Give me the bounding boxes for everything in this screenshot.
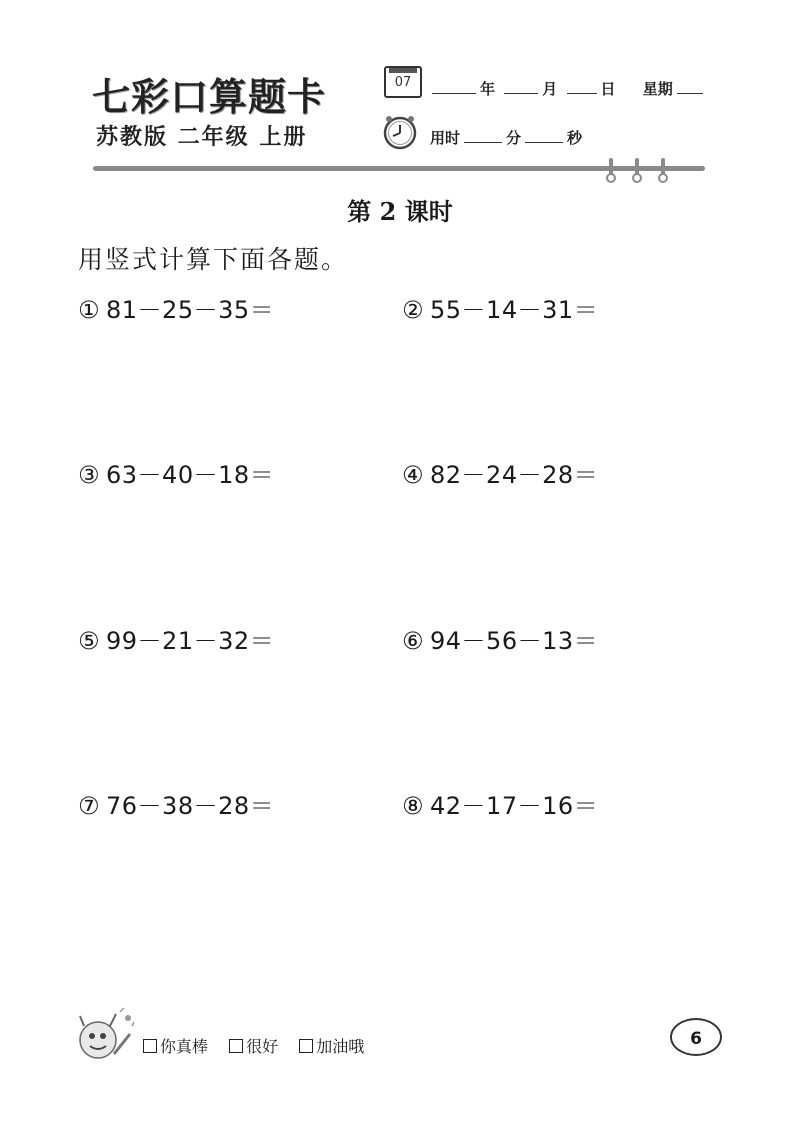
day-blank[interactable] <box>567 79 597 94</box>
rating-great[interactable] <box>143 1034 208 1057</box>
problem-4 <box>402 455 598 490</box>
day-label: 日 <box>600 80 616 98</box>
rating-good[interactable] <box>229 1034 278 1057</box>
problem-expression: 82－24－28＝ <box>430 461 599 489</box>
problem-number: ② <box>402 296 425 324</box>
checkbox-icon[interactable] <box>229 1039 243 1053</box>
second-label: 秒 <box>567 129 583 147</box>
page-number: 6 <box>670 1018 722 1056</box>
rating-keep-going[interactable] <box>299 1034 364 1057</box>
problem-2 <box>402 290 598 325</box>
edition-label: 苏教版 二年级 上册 <box>96 125 308 150</box>
second-blank[interactable] <box>525 128 563 143</box>
problem-number: ⑥ <box>402 627 425 655</box>
checkbox-icon[interactable] <box>299 1039 313 1053</box>
problem-expression: 55－14－31＝ <box>430 296 599 324</box>
problem-number: ⑤ <box>78 627 101 655</box>
binder-ring <box>609 158 613 178</box>
clock-icon <box>382 114 418 150</box>
problem-5 <box>78 621 274 656</box>
problem-number: ⑧ <box>402 792 425 820</box>
month-blank[interactable] <box>504 79 538 94</box>
problem-7 <box>78 786 274 821</box>
problem-6 <box>402 621 598 656</box>
calendar-rings <box>389 68 417 73</box>
minute-label: 分 <box>506 129 522 147</box>
year-label: 年 <box>480 80 496 98</box>
rating-label: 加油哦 <box>316 1037 365 1056</box>
header-divider <box>93 166 705 171</box>
problem-expression: 99－21－32＝ <box>106 627 275 655</box>
calendar-day: 07 <box>394 75 412 90</box>
problem-expression: 94－56－13＝ <box>430 627 599 655</box>
calendar-icon <box>384 66 422 98</box>
binder-ring <box>635 158 639 178</box>
problem-expression: 81－25－35＝ <box>106 296 275 324</box>
problem-number: ① <box>78 296 101 324</box>
date-fields <box>428 78 707 99</box>
brand-title: 七彩口算题卡 <box>92 74 327 119</box>
problem-1 <box>78 290 274 325</box>
problem-expression: 76－38－28＝ <box>106 792 275 820</box>
problem-number: ④ <box>402 461 425 489</box>
weekday-blank[interactable] <box>677 79 703 94</box>
month-label: 月 <box>542 80 558 98</box>
time-used-label: 用时 <box>430 129 461 147</box>
minute-blank[interactable] <box>464 128 502 143</box>
problem-3 <box>78 455 274 490</box>
mascot-icon <box>70 1004 136 1070</box>
lesson-title: 第 2 课时 <box>347 197 453 226</box>
problem-number: ⑦ <box>78 792 101 820</box>
rating-label: 你真棒 <box>160 1037 209 1056</box>
binder-ring <box>661 158 665 178</box>
rating-options <box>143 1034 380 1057</box>
instruction-text: 用竖式计算下面各题。 <box>78 245 349 274</box>
weekday-label: 星期 <box>642 80 673 98</box>
year-blank[interactable] <box>432 79 476 94</box>
problem-number: ③ <box>78 461 101 489</box>
problem-8 <box>402 786 598 821</box>
rating-label: 很好 <box>246 1037 279 1056</box>
time-fields <box>430 127 582 148</box>
checkbox-icon[interactable] <box>143 1039 157 1053</box>
problem-expression: 63－40－18＝ <box>106 461 275 489</box>
problem-expression: 42－17－16＝ <box>430 792 599 820</box>
